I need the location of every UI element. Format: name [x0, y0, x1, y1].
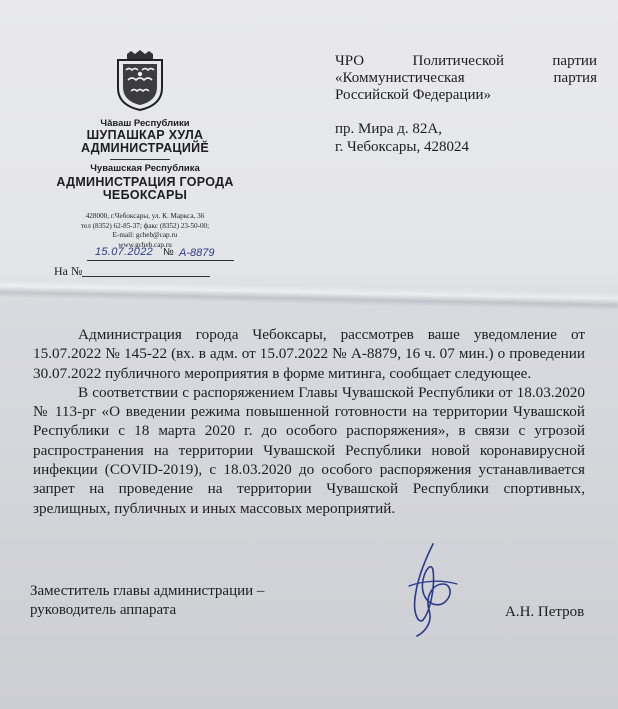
recipient-word: Политической: [412, 53, 505, 69]
chuvash-republic-label: Чăваш Республики: [100, 118, 190, 129]
website-line: www.gcheb.cap.ru: [118, 240, 172, 249]
reference-number-label: На №: [54, 264, 83, 278]
recipient-word: ЧРО: [335, 53, 365, 69]
city-admin-label: АДМИНИСТРАЦИЯ ГОРОДА ЧЕБОКСАРЫ: [56, 175, 234, 202]
paper-fold: [0, 280, 618, 311]
chuvash-admin-label: ШУПАШКАР ХУЛА АДМИНИСТРАЦИЙĔ: [80, 128, 210, 155]
reference-underline: [82, 276, 210, 277]
recipient-word: «Коммунистическая: [335, 70, 465, 86]
recipient-line: Российской Федерации»: [335, 87, 492, 103]
city-coat-of-arms-icon: [115, 50, 165, 112]
handwritten-signature-icon: [395, 540, 465, 640]
signatory-name: А.Н. Петров: [505, 604, 585, 620]
recipient-city: г. Чебоксары, 428024: [335, 139, 469, 155]
recipient-block: [335, 53, 597, 104]
signatory-position: [30, 582, 330, 620]
recipient-address: [335, 120, 597, 156]
phone-line: тел (8352) 62-85-37; факс (8352) 23-50-00;: [80, 221, 210, 230]
outgoing-date-number: [55, 248, 230, 262]
address-line: 428000, г.Чебоксары, ул. К. Маркса, 36: [85, 212, 205, 220]
email-line: E-mail: gcheb@cap.ru: [112, 231, 178, 239]
date-underline: [87, 260, 234, 261]
number-sign: №: [163, 247, 174, 258]
body-paragraph: В соответствии с распоряжением Главы Чувашской Республики от 18.03.2020 № 113-рг «О введении режима повышенной готовности на территории Чувашской Республики с 18 марта 2020 г. до особого распоряжения», в связи с угрозой распространения на территории Чувашской Республики новой коронавирусной инфекции (COVID-2019), с 18.03.2020 до особого распоряжения устанавливается запрет на проведение на территории Чувашской Республики спортивных, зрелищных, публичных и иных массовых мероприятий.: [33, 383, 585, 517]
recipient-word: партии: [552, 53, 597, 69]
letterhead-divider: [110, 159, 170, 160]
handwritten-date: 15.07.2022: [95, 246, 154, 258]
position-line: Заместитель главы администрации –: [30, 583, 265, 599]
recipient-street: пр. Мира д. 82А,: [335, 121, 443, 137]
body-paragraph: Администрация города Чебоксары, рассмотрев ваше уведомление от 15.07.2022 № 145-22 (вх. в адм. от 15.07.2022 № А-8879, 16 ч. 07 мин.) о проведении 30.07.2022 публичного мероприятия в форме митинга, сообщает следующее.: [33, 326, 585, 382]
letter-body: [33, 325, 585, 518]
recipient-word: партия: [553, 70, 597, 86]
position-line: руководитель аппарата: [30, 602, 177, 618]
letterhead-address: [40, 212, 250, 250]
handwritten-number: А-8879: [179, 247, 215, 259]
russian-republic-label: Чувашская Республика: [90, 163, 200, 174]
